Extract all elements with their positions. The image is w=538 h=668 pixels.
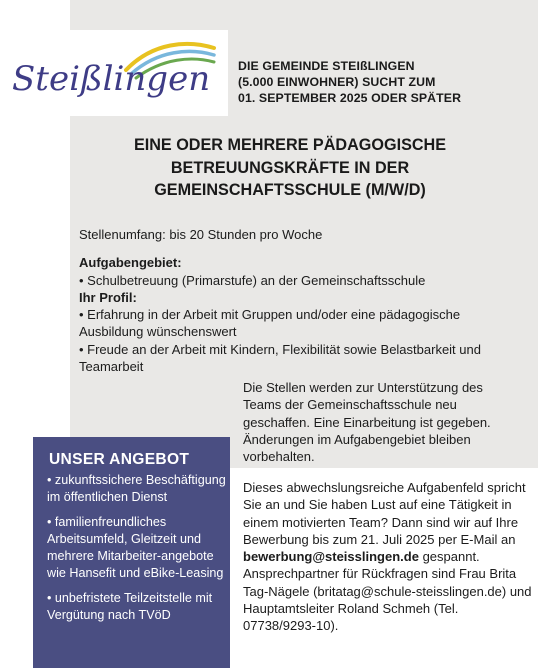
intro-line: DIE GEMEINDE STEIßLINGEN: [238, 59, 415, 73]
offer-item: • unbefristete Teilzeitstelle mit Vergütung nach TVöD: [47, 591, 213, 622]
job-title: [90, 134, 490, 202]
steisslingen-logo-graphic: [8, 40, 218, 106]
application-contacts: gespannt. Ansprechpartner für Rückfragen sind Frau Brita Tag-Nägele (britatag@schule-steisslingen.de) und Hauptamtsleiter Roland Schmeh (Tel. 07738/9293-10).: [243, 549, 532, 634]
intro-text: [238, 58, 508, 106]
profile-heading: Ihr Profil:: [79, 289, 137, 305]
application-text: [243, 479, 533, 635]
support-note: Die Stellen werden zur Unterstützung des Teams der Gemeinschaftsschule neu geschaffen. Eine Einarbeitung ist gegeben. Änderungen im Aufgabengebiet bleiben vorbehalten.: [243, 380, 491, 465]
offer-item: • familienfreundliches Arbeitsumfeld, Gleitzeit und mehrere Mitarbeiter-angebote wie Hansefit und eBike-Leasing: [47, 515, 224, 580]
tasks-item: • Schulbetreuung (Primarstufe) an der Gemeinschaftsschule: [79, 272, 426, 288]
application-email-link[interactable]: bewerbung@steisslingen.de: [243, 549, 419, 565]
logo-text: Steißlingen: [12, 59, 211, 99]
title-line: GEMEINSCHAFTSSCHULE (M/W/D): [154, 181, 426, 199]
job-scope: Stellenumfang: bis 20 Stunden pro Woche: [79, 227, 323, 242]
logo: [0, 30, 228, 116]
offer-list: [47, 472, 227, 632]
intro-line: 01. SEPTEMBER 2025 ODER SPÄTER: [238, 91, 462, 105]
application-intro: Dieses abwechslungsreiche Aufgabenfeld spricht Sie an und Sie haben Lust auf eine Tätigkeit in einem motivierten Team? Dann sind wir auf Ihre Bewerbung bis zum 21. Juli 2025 per E-Mail an: [243, 480, 526, 547]
tasks-heading: Aufgabengebiet:: [79, 255, 182, 271]
intro-line: (5.000 EINWOHNER) SUCHT ZUM: [238, 75, 436, 89]
profile-item: • Erfahrung in der Arbeit mit Gruppen und/oder eine pädagogische Ausbildung wünschenswert: [79, 307, 461, 340]
title-line: EINE ODER MEHRERE PÄDAGOGISCHE: [133, 136, 447, 154]
profile-item: • Freude an der Arbeit mit Kindern, Flexibilität sowie Belastbarkeit und Teamarbeit: [79, 341, 481, 375]
job-details: [79, 226, 527, 375]
offer-item: • zukunftssichere Beschäftigung im öffentlichen Dienst: [47, 473, 226, 504]
offer-box: [33, 437, 230, 668]
offer-title: UNSER ANGEBOT: [49, 451, 190, 468]
title-line: BETREUUNGSKRÄFTE IN DER: [170, 158, 410, 177]
